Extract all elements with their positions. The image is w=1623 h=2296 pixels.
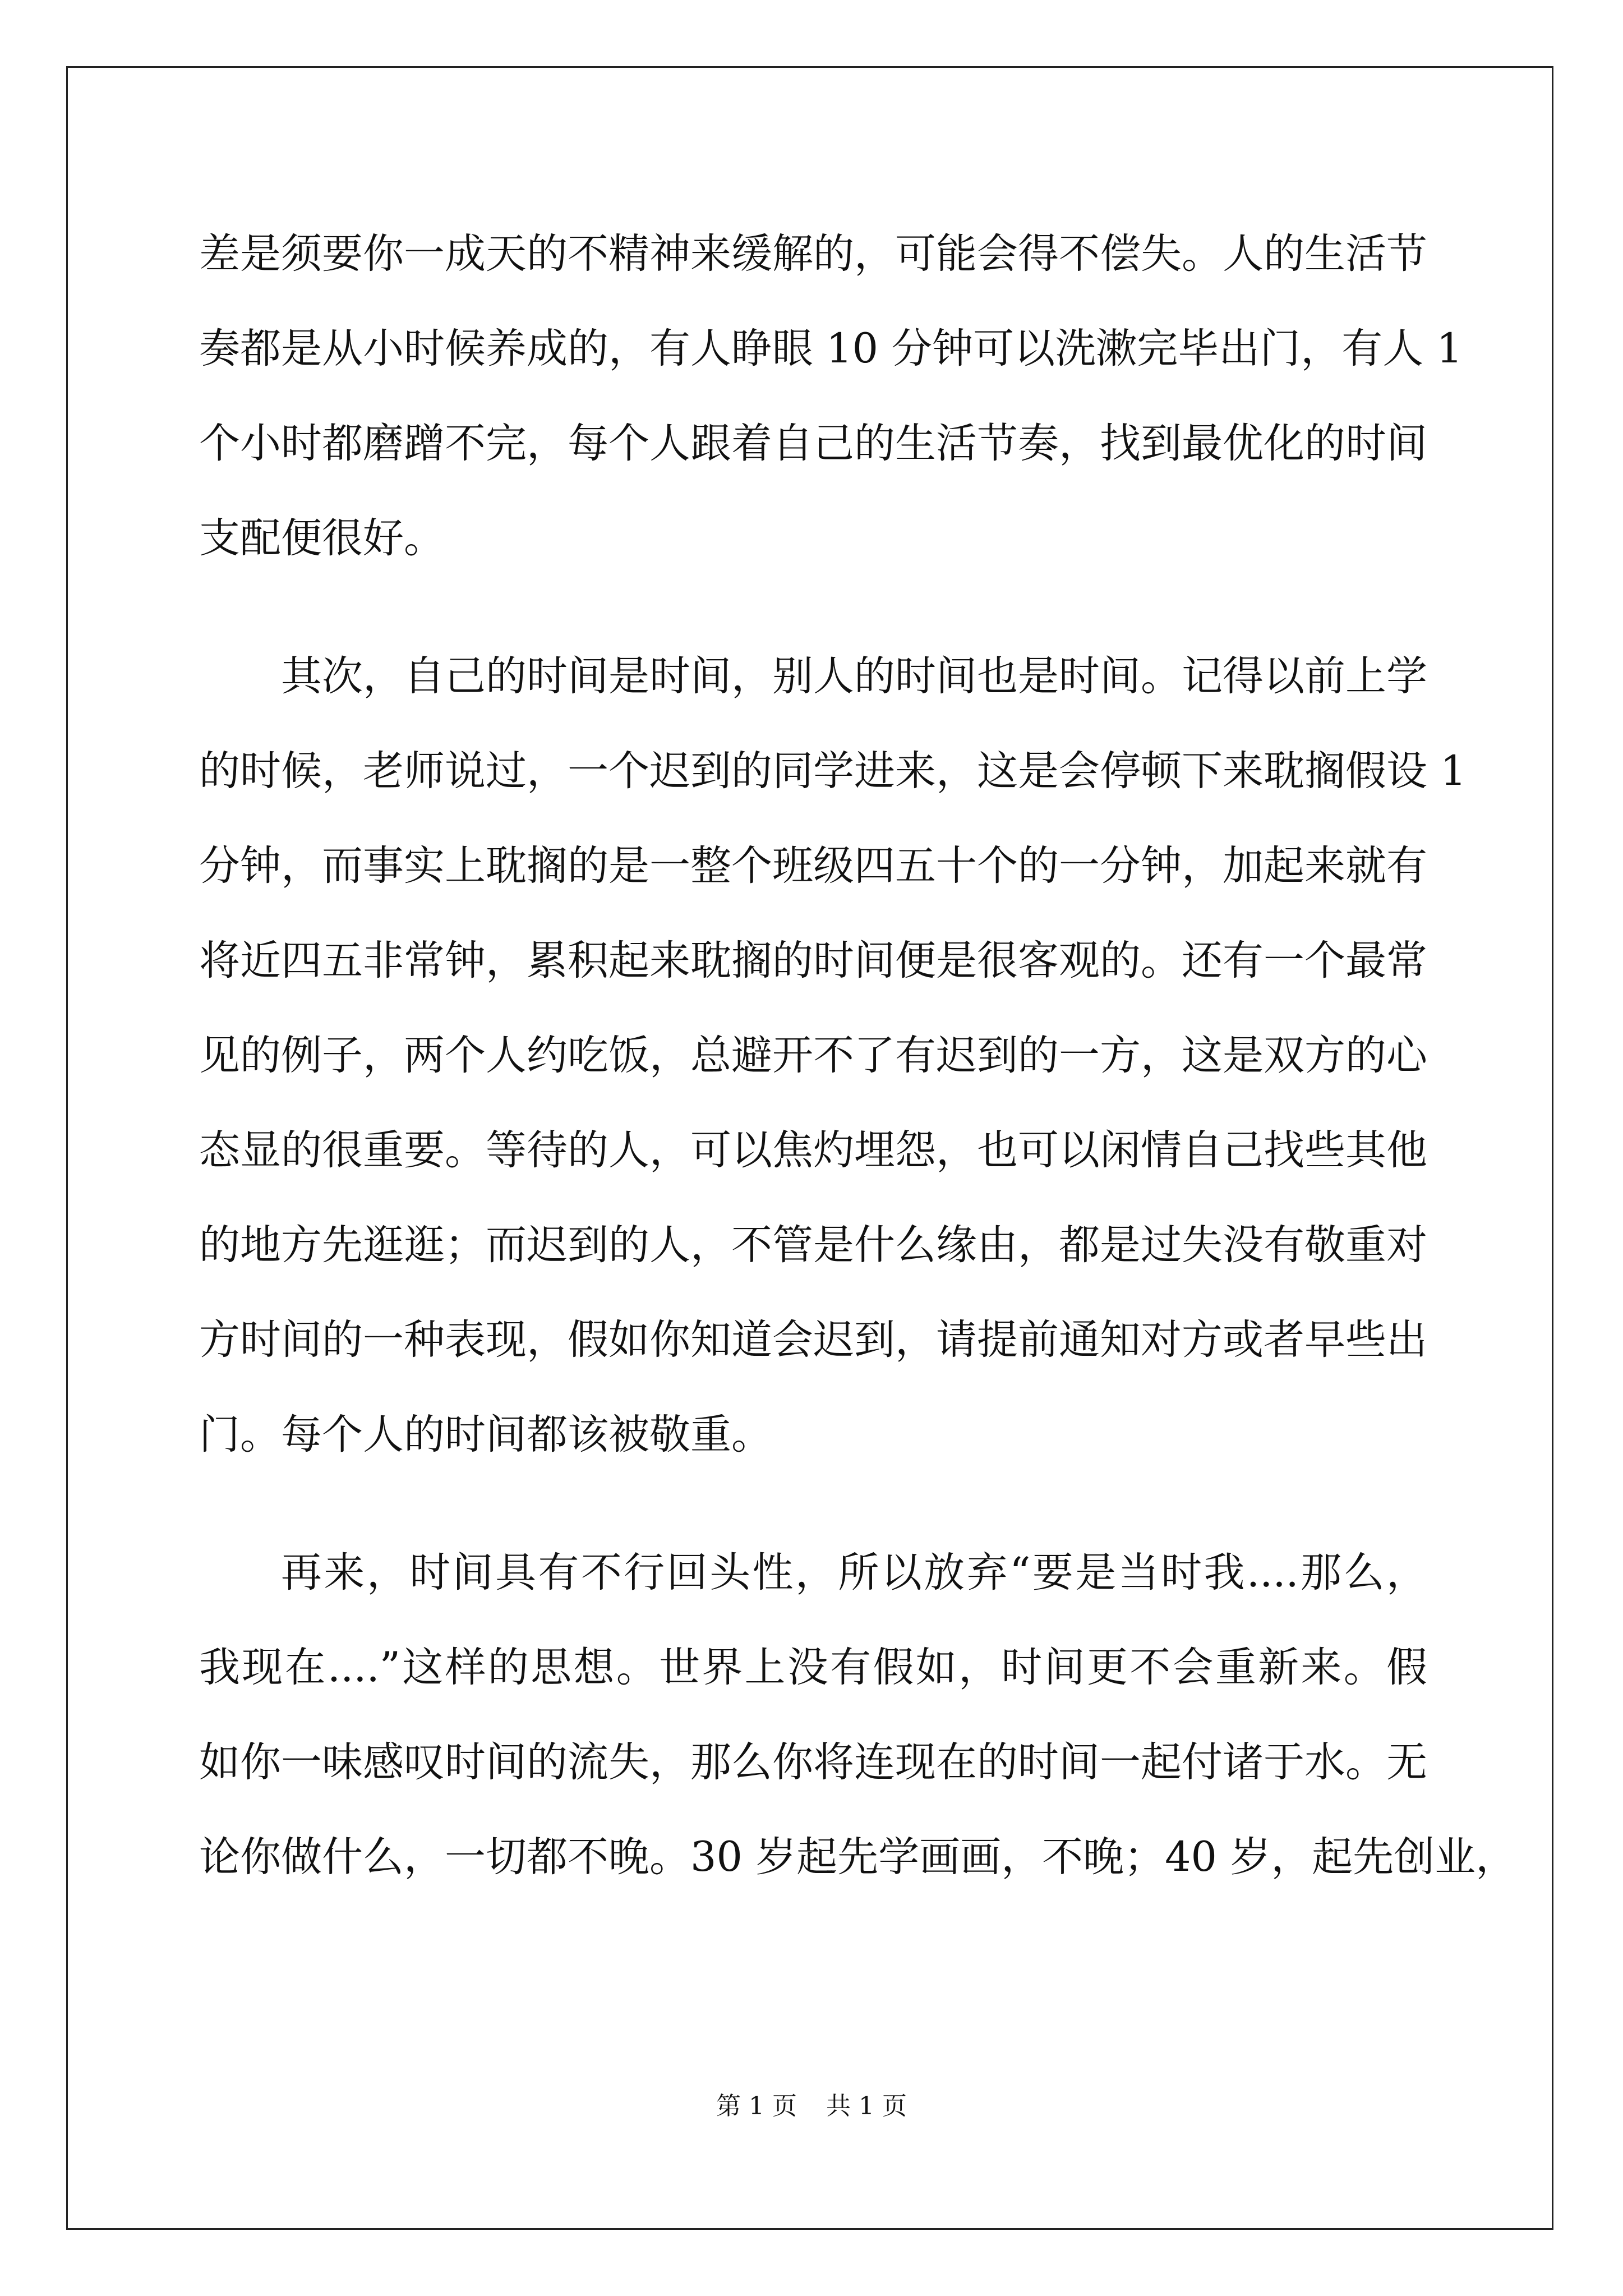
text-line: 差是须要你一成天的不精神来缓解的，可能会得不偿失。人的生活节: [199, 230, 1427, 278]
text-line: 门。每个人的时间都该被敬重。: [199, 1411, 772, 1458]
text-line: 方时间的一种表现，假如你知道会迟到，请提前通知对方或者早些出: [199, 1316, 1427, 1364]
text-line: 见的例子，两个人约吃饭，总避开不了有迟到的一方，这是双方的心: [199, 1032, 1427, 1079]
text-line: 奏都是从小时候养成的，有人睁眼 10 分钟可以洗漱完毕出门，有人 1: [199, 325, 1463, 372]
page-footer: [0, 2087, 1623, 2126]
text-line: 将近四五非常钟，累积起来耽搁的时间便是很客观的。还有一个最常: [199, 937, 1427, 984]
text-line: 其次，自己的时间是时间，别人的时间也是时间。记得以前上学: [281, 652, 1427, 700]
text-line: 的地方先逛逛；而迟到的人，不管是什么缘由，都是过失没有敬重对: [199, 1221, 1427, 1269]
text-line: 支配便很好。: [199, 514, 445, 562]
page-number-total: 共 1 页: [826, 2092, 907, 2120]
text-line: 如你一味感叹时间的流失，那么你将连现在的时间一起付诸于水。无: [199, 1738, 1427, 1786]
text-line: 再来，时间具有不行回头性，所以放弃“要是当时我....那么，: [281, 1549, 1427, 1596]
text-line: 论你做什么，一切都不晚。30 岁起先学画画，不晚；40 岁，起先创业，: [199, 1833, 1517, 1881]
page-number-current: 第 1 页: [716, 2092, 797, 2120]
text-line: 我现在....”这样的思想。世界上没有假如，时间更不会重新来。假: [199, 1644, 1427, 1691]
text-line: 分钟，而事实上耽搁的是一整个班级四五十个的一分钟，加起来就有: [199, 842, 1427, 890]
text-line: 个小时都磨蹭不完，每个人跟着自己的生活节奏，找到最优化的时间: [199, 420, 1427, 467]
text-line: 态显的很重要。等待的人，可以焦灼埋怨，也可以闲情自己找些其他: [199, 1126, 1427, 1174]
text-line: 的时候，老师说过，一个迟到的同学进来，这是会停顿下来耽搁假设 1: [199, 747, 1467, 795]
